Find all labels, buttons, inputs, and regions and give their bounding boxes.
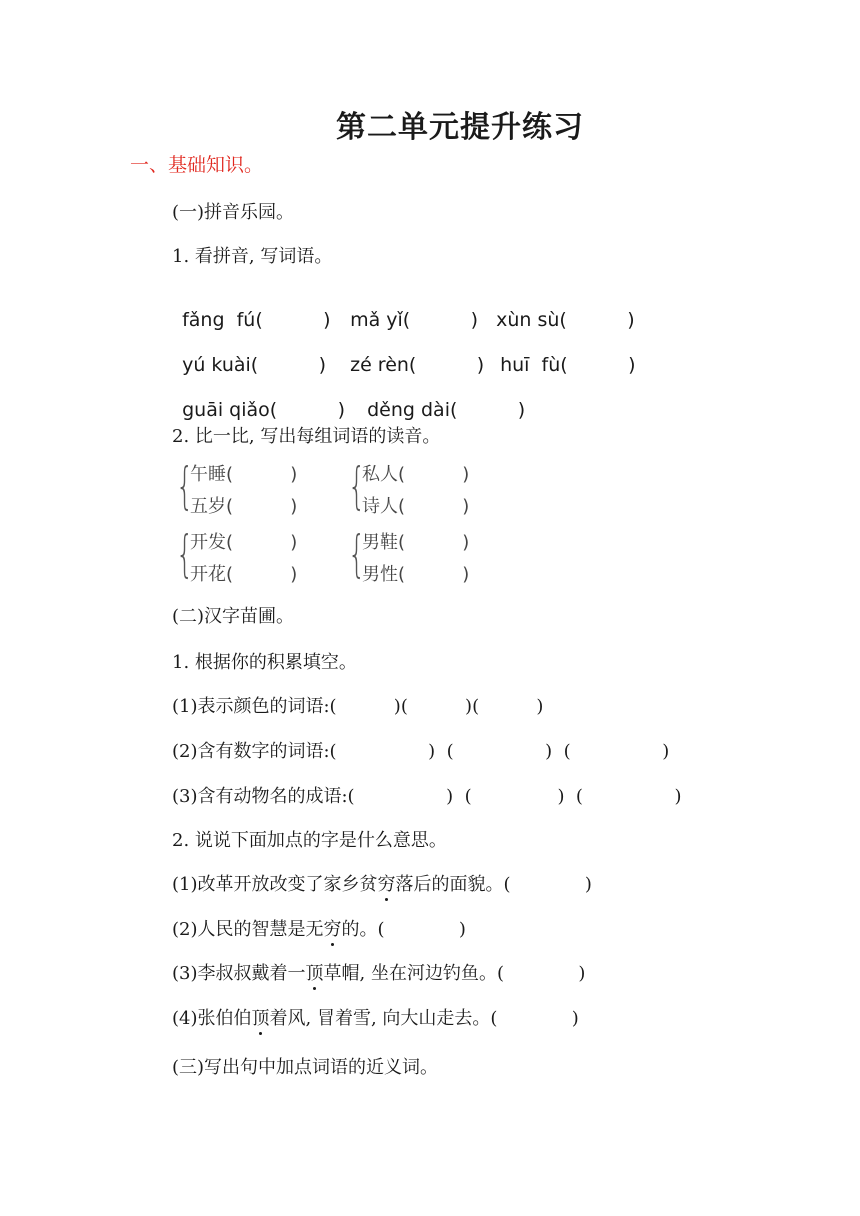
dotted-character: 顶 — [305, 963, 324, 984]
part-heading-pinyin: (一)拼音乐园。 — [172, 202, 295, 223]
sentence-text: (2)人民的智慧是无 — [172, 919, 324, 940]
sentence-text: 落后的面貌。( ) — [395, 874, 592, 895]
fill-item: (1)表示颜色的词语:( )( )( ) — [172, 696, 544, 717]
pinyin-item: děng dài( ) — [367, 399, 526, 421]
brace-icon: { — [348, 525, 366, 583]
pinyin-row — [170, 377, 525, 421]
question-2: 2. 比一比, 写出每组词语的读音。 — [172, 426, 441, 447]
part-heading-synonyms: (三)写出句中加点词语的近义词。 — [172, 1057, 439, 1078]
pinyin-row — [170, 287, 635, 331]
meaning-item — [172, 870, 592, 896]
pinyin-item: fǎng fú( ) — [182, 309, 331, 331]
group-word: 午睡( ) — [190, 464, 298, 485]
pinyin-row — [170, 332, 636, 376]
brace-icon: { — [176, 525, 194, 583]
group-word: 诗人( ) — [362, 496, 470, 517]
fill-item: (2)含有数字的词语:( ) ( ) ( ) — [172, 741, 670, 762]
sentence-text: (3)李叔叔戴着一 — [172, 963, 306, 984]
question-4: 2. 说说下面加点的字是什么意思。 — [172, 830, 447, 851]
group-word: 男性( ) — [362, 564, 470, 585]
meaning-item — [172, 1004, 579, 1030]
meaning-item — [172, 959, 585, 985]
brace-icon: { — [348, 457, 366, 515]
group-word: 开发( ) — [190, 532, 298, 553]
fill-item: (3)含有动物名的成语:( ) ( ) ( ) — [172, 786, 682, 807]
pinyin-item: guāi qiǎo( ) — [182, 399, 345, 421]
pinyin-item: huī fù( ) — [500, 354, 636, 376]
pinyin-item: zé rèn( ) — [350, 354, 485, 376]
group-word: 开花( ) — [190, 564, 298, 585]
dotted-character: 穷 — [323, 919, 342, 940]
page-title: 第二单元提升练习 — [336, 110, 584, 145]
pinyin-item: xùn sù( ) — [496, 309, 635, 331]
dotted-character: 顶 — [251, 1008, 270, 1029]
sentence-text: (1)改革开放改变了家乡贫 — [172, 874, 378, 895]
question-3: 1. 根据你的积累填空。 — [172, 652, 357, 673]
section-heading: 一、基础知识。 — [130, 154, 264, 176]
sentence-text: 的。( ) — [341, 919, 466, 940]
group-word: 男鞋( ) — [362, 532, 470, 553]
meaning-item — [172, 915, 466, 941]
group-word: 私人( ) — [362, 464, 470, 485]
sentence-text: 草帽, 坐在河边钓鱼。( ) — [323, 963, 586, 984]
brace-icon: { — [176, 457, 194, 515]
sentence-text: (4)张伯伯 — [172, 1008, 252, 1029]
pinyin-item: yú kuài( ) — [182, 354, 327, 376]
sentence-text: 着风, 冒着雪, 向大山走去。( ) — [269, 1008, 579, 1029]
dotted-character: 穷 — [377, 874, 396, 895]
question-1: 1. 看拼音, 写词语。 — [172, 246, 333, 267]
part-heading-characters: (二)汉字苗圃。 — [172, 606, 295, 627]
group-word: 五岁( ) — [190, 496, 298, 517]
pinyin-item: mǎ yǐ( ) — [350, 309, 479, 331]
